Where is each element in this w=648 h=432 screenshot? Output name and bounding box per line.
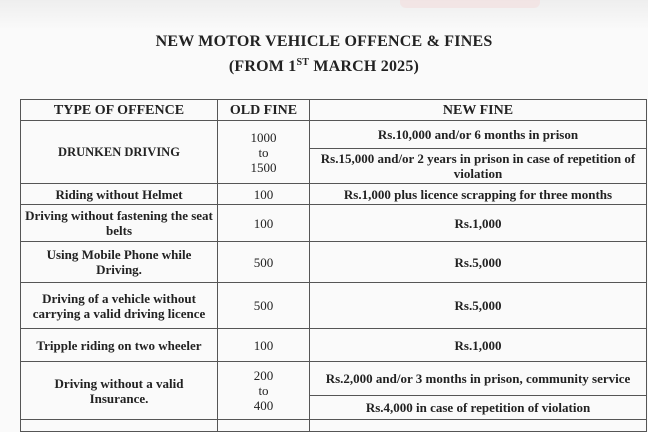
header-new-fine: NEW FINE [310,100,647,121]
table-row [21,329,647,362]
offence-cell: Driving of a vehicle without carrying a valid driving licence [21,283,218,329]
top-fade-band [0,0,648,30]
old-fine-line: 1000 [250,129,277,145]
table-row [21,362,647,396]
old-fine-cell [218,121,310,184]
old-fine-line: 1500 [250,159,277,175]
table-row [21,184,647,205]
new-fine-cell: Rs.1,000 [310,205,647,242]
new-fine-cell: Rs.5,000 [310,242,647,283]
subtitle-suffix: MARCH 2025) [309,58,420,75]
new-fine-cell: Rs.1,000 [310,329,647,362]
header-offence: TYPE OF OFFENCE [21,100,218,121]
offence-cell: Using Mobile Phone while Driving. [21,242,218,283]
old-fine-cell: 100 [218,184,310,205]
new-fine-cell: Rs.4,000 in case of repetition of violation [310,396,647,420]
header-old-fine: OLD FINE [218,100,310,121]
old-fine-cell: 500 [218,242,310,283]
old-fine-cell: 500 [218,283,310,329]
table-row [21,205,647,242]
old-fine-cell: 100 [218,329,310,362]
header-row [21,100,647,121]
subtitle-superscript: ST [296,57,310,68]
old-fine-line: to [258,383,269,398]
offence-cell: Tripple riding on two wheeler [21,329,218,362]
new-fine-cell: Rs.1,000 plus licence scrapping for three months [310,184,647,205]
page-subtitle [0,57,648,76]
new-fine-cell: Rs.5,000 [310,283,647,329]
old-fine-line: to [258,144,269,160]
new-fine-cell: Rs.2,000 and/or 3 months in prison, community service [310,362,647,396]
top-decoration [400,0,540,8]
offence-cell: DRUNKEN DRIVING [21,121,218,184]
table-row [21,121,647,149]
old-fine-line: 200 [253,368,274,383]
offence-cell: Driving without fastening the seat belts [21,205,218,242]
old-fine-cell [218,362,310,420]
table-row [21,242,647,283]
fines-table [20,99,647,432]
offence-cell: Driving without a valid Insurance. [21,362,218,420]
offence-cell: Riding without Helmet [21,184,218,205]
new-fine-cell: Rs.10,000 and/or 6 months in prison [310,121,647,149]
old-fine-line: 400 [253,398,274,413]
old-fine-cell: 100 [218,205,310,242]
table-row [21,283,647,329]
new-fine-cell: Rs.15,000 and/or 2 years in prison in case of repetition of violation [310,149,647,184]
page-title: NEW MOTOR VEHICLE OFFENCE & FINES [155,33,493,50]
subtitle-prefix: (FROM 1 [228,58,297,75]
